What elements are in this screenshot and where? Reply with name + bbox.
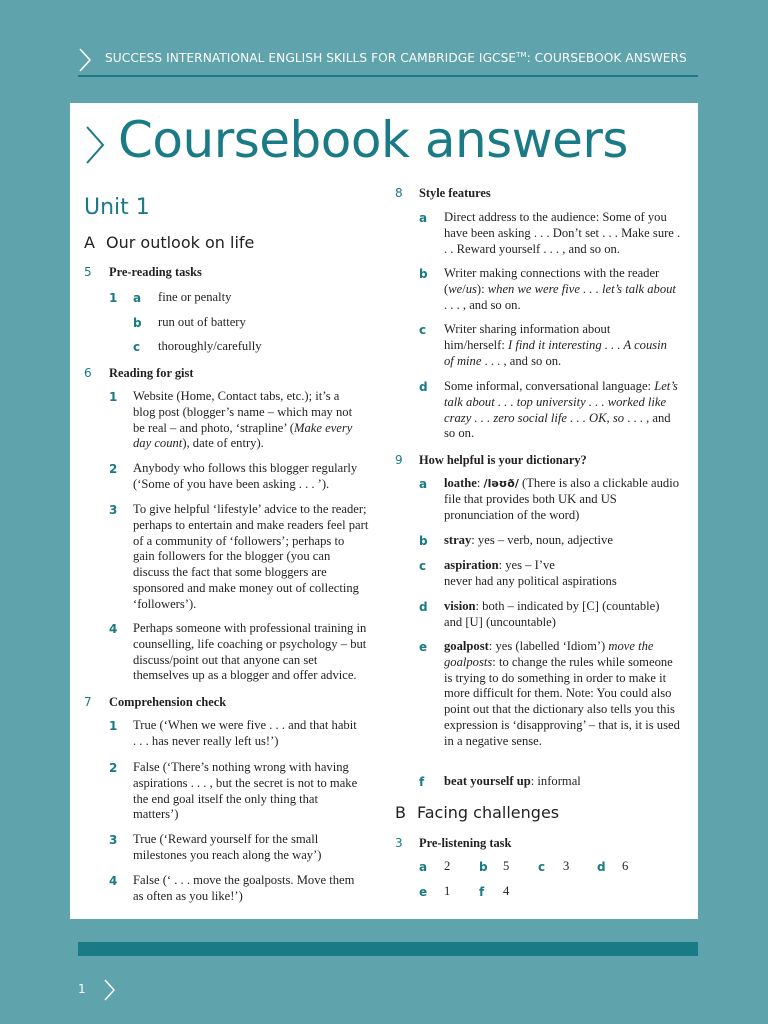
item-letter: b <box>479 860 488 874</box>
answer-value: 2 <box>444 859 451 873</box>
sub-number: 1 <box>109 719 118 733</box>
sub-number: 4 <box>109 874 118 888</box>
question-number: 5 <box>84 265 92 279</box>
answer-value: 6 <box>622 859 629 873</box>
header-bar <box>78 44 698 76</box>
item-letter: b <box>419 534 428 548</box>
answer-text: True (‘When we were five . . . and that habit . . . has never really left us!’) <box>133 718 357 748</box>
item-letter: c <box>419 559 427 573</box>
answer-text: To give helpful ‘lifestyle’ advice to the reader; perhaps to entertain and make readers feel part of a community of ‘followers’; perhaps to gain followers for the blogger (you can discuss the fact that some bloggers are sponsored and make money out of collecting ‘followers’). <box>133 502 369 611</box>
answer-text: Direct address to the audience: Some of you have been asking . . . Don’t set . . . Make sure . . . Reward yourself . . . , and so on. <box>444 210 681 256</box>
question-heading: Reading for gist <box>109 366 194 380</box>
answer-text: thoroughly/carefully <box>158 339 262 353</box>
item-letter: c <box>133 340 141 354</box>
answer-text: True (‘Reward yourself for the small milestones you reach along the way’) <box>133 832 322 862</box>
answer-text: aspiration: yes – I’ve never had any political aspirations <box>444 558 617 588</box>
chevron-right-icon <box>104 979 115 1001</box>
item-letter: b <box>419 267 428 281</box>
answer-text: False (‘There’s nothing wrong with having aspirations . . . , but the secret is not to make the end goal itself the only thing that matters’) <box>133 760 358 822</box>
item-letter: b <box>133 316 142 330</box>
section-a-heading: A Our outlook on life <box>84 233 255 252</box>
unit-heading: Unit 1 <box>84 195 150 220</box>
item-letter: e <box>419 885 428 899</box>
answer-text: run out of battery <box>158 315 246 329</box>
header-title: SUCCESS INTERNATIONAL ENGLISH SKILLS FOR CAMBRIDGE IGCSE™: COURSEBOOK ANSWERS <box>105 51 687 66</box>
sub-number: 1 <box>109 390 118 404</box>
question-number: 7 <box>84 695 92 709</box>
sub-number: 4 <box>109 622 118 636</box>
answer-text: Perhaps someone with professional training in counselling, life coaching or psychology – but discuss/point out that anyone can set themselves up as a blogger and offer advice. <box>133 621 367 683</box>
item-letter: e <box>419 640 428 654</box>
answer-text: beat yourself up: informal <box>444 774 581 788</box>
answer-value: 3 <box>563 859 570 873</box>
content-panel <box>70 103 698 919</box>
sub-number: 2 <box>109 761 118 775</box>
item-letter: a <box>133 291 142 305</box>
sub-number: 3 <box>109 503 118 517</box>
answer-value: 5 <box>503 859 510 873</box>
section-b-heading: B Facing challenges <box>395 803 560 822</box>
answer-text: Some informal, conversational language: Let’s talk about . . . top university . . . worked like crazy . . . zero social life . . . OK, so . . . , and so on. <box>444 379 678 441</box>
item-letter: f <box>419 775 425 789</box>
item-letter: d <box>419 600 428 614</box>
item-letter: a <box>419 860 428 874</box>
answer-text: Website (Home, Contact tabs, etc.); it’s a blog post (blogger’s name – which may not be real – and photo, ‘strapline’ (Make every day count), date of entry). <box>133 389 353 451</box>
answer-text: loathe: /ləʊð/ (There is also a clickable audio file that provides both UK and US pronunciation of the word) <box>444 476 680 522</box>
question-number: 6 <box>84 366 92 380</box>
page-number: 1 <box>78 982 86 996</box>
item-letter: f <box>479 885 485 899</box>
chevron-right-icon <box>78 48 92 72</box>
sub-number: 2 <box>109 462 118 476</box>
item-letter: c <box>419 323 427 337</box>
answer-text: Writer making connections with the reader (we/us): when we were five . . . let’s talk about . . . , and so on. <box>444 266 676 312</box>
answer-text: goalpost: yes (labelled ‘Idiom’) move the goalposts: to change the rules while someone is trying to do something in order to make it more difficult for them. Note: You could also point out that the dictionary also tells you this expression is ‘disapproving’ – that is, it is used in a negative sense. <box>444 639 680 748</box>
question-number: 8 <box>395 186 403 200</box>
question-heading: Comprehension check <box>109 695 227 709</box>
answer-text: stray: yes – verb, noun, adjective <box>444 533 613 547</box>
footer-bar <box>78 942 698 956</box>
answer-value: 1 <box>444 884 451 898</box>
question-number: 3 <box>395 836 403 850</box>
answer-text: False (‘ . . . move the goalposts. Move them as often as you like!’) <box>133 873 355 903</box>
answer-value: 4 <box>503 884 510 898</box>
sub-number: 3 <box>109 833 118 847</box>
answer-text: vision: both – indicated by [C] (countable) and [U] (uncountable) <box>444 599 660 629</box>
sub-number: 1 <box>109 291 118 305</box>
item-letter: d <box>597 860 606 874</box>
header-rule <box>78 75 698 77</box>
answer-text: fine or penalty <box>158 290 232 304</box>
item-letter: a <box>419 211 428 225</box>
chevron-right-icon <box>84 125 106 165</box>
question-number: 9 <box>395 453 403 467</box>
answer-text: Writer sharing information about him/herself: I find it interesting . . . A cousin of mine . . . , and so on. <box>444 322 667 368</box>
question-heading: How helpful is your dictionary? <box>419 453 587 467</box>
item-letter: d <box>419 380 428 394</box>
question-heading: Pre-reading tasks <box>109 265 202 279</box>
item-letter: a <box>419 477 428 491</box>
question-heading: Pre-listening task <box>419 836 512 850</box>
item-letter: c <box>538 860 546 874</box>
question-heading: Style features <box>419 186 491 200</box>
page-title: Coursebook answers <box>118 111 628 169</box>
answer-text: Anybody who follows this blogger regularly (‘Some of you have been asking . . . ’). <box>133 461 358 491</box>
